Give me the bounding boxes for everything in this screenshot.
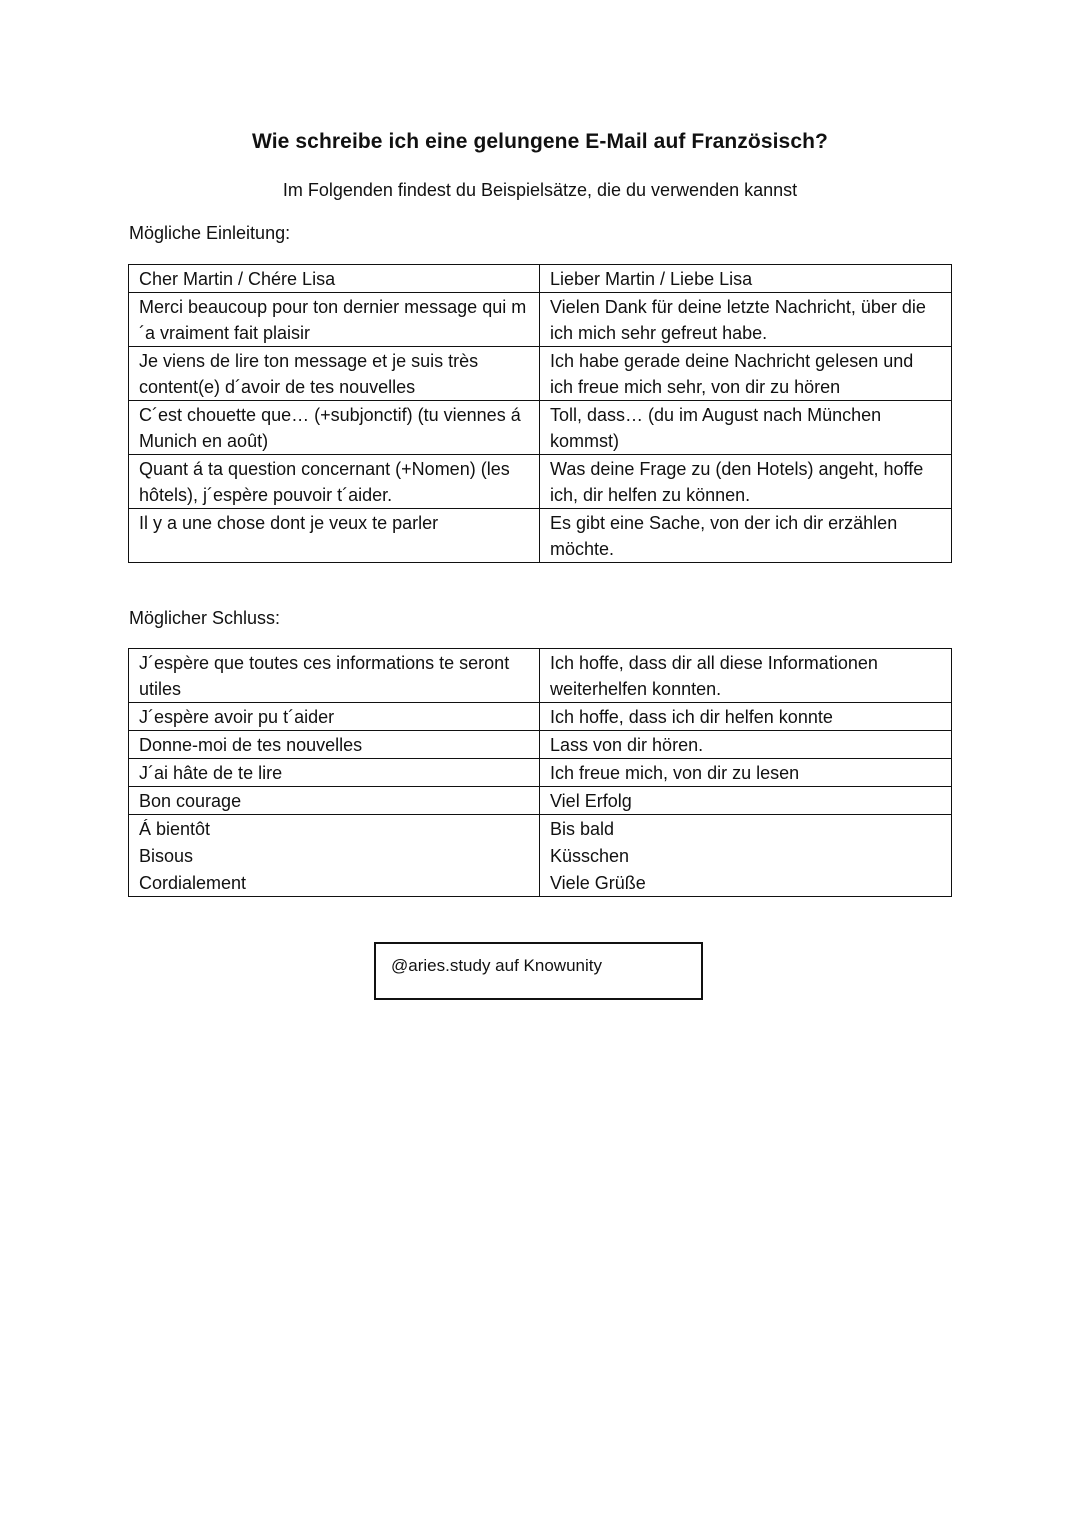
table-row (129, 703, 952, 731)
french-phrase-cell: J´espère avoir pu t´aider (129, 703, 540, 731)
french-phrase-cell: Bon courage (129, 787, 540, 815)
german-phrase-cell: Toll, dass… (du im August nach München kommst) (540, 401, 952, 455)
table-row (129, 759, 952, 787)
german-phrase-cell: Viel Erfolg (540, 787, 952, 815)
french-phrase-cell: Donne-moi de tes nouvelles (129, 731, 540, 759)
french-phrase-cell: J´ai hâte de te lire (129, 759, 540, 787)
german-phrase-cell: Bis bald (540, 815, 952, 843)
french-phrase-cell: Á bientôt (129, 815, 540, 843)
german-phrase-cell: Es gibt eine Sache, von der ich dir erzählen möchte. (540, 509, 952, 563)
french-phrase-cell: Cordialement (129, 869, 540, 897)
table-row (129, 787, 952, 815)
intro-section-label: Mögliche Einleitung: (129, 223, 291, 243)
german-phrase-cell: Ich freue mich, von dir zu lesen (540, 759, 952, 787)
german-phrase-cell: Vielen Dank für deine letzte Nachricht, über die ich mich sehr gefreut habe. (540, 293, 952, 347)
author-credit-text: @aries.study auf Knowunity (391, 956, 602, 975)
german-phrase-cell: Was deine Frage zu (den Hotels) angeht, hoffe ich, dir helfen zu können. (540, 455, 952, 509)
french-phrase-cell: Merci beaucoup pour ton dernier message qui m´a vraiment fait plaisir (129, 293, 540, 347)
table-row (129, 815, 952, 843)
intro-phrase-table (128, 264, 952, 563)
table-row (129, 455, 952, 509)
german-phrase-cell: Lieber Martin / Liebe Lisa (540, 265, 952, 293)
french-phrase-cell: Bisous (129, 842, 540, 869)
author-credit-box (374, 942, 703, 1000)
french-phrase-cell: Je viens de lire ton message et je suis très content(e) d´avoir de tes nouvelles (129, 347, 540, 401)
page-title: Wie schreibe ich eine gelungene E-Mail auf Französisch? (252, 130, 828, 153)
table-row (129, 869, 952, 897)
german-phrase-cell: Lass von dir hören. (540, 731, 952, 759)
table-row (129, 509, 952, 563)
german-phrase-cell: Viele Grüße (540, 869, 952, 897)
french-phrase-cell: Il y a une chose dont je veux te parler (129, 509, 540, 563)
table-row (129, 649, 952, 703)
german-phrase-cell: Küsschen (540, 842, 952, 869)
german-phrase-cell: Ich hoffe, dass ich dir helfen konnte (540, 703, 952, 731)
french-phrase-cell: C´est chouette que… (+subjonctif) (tu viennes á Munich en août) (129, 401, 540, 455)
outro-phrase-table (128, 648, 952, 897)
french-phrase-cell: Cher Martin / Chére Lisa (129, 265, 540, 293)
page-subtitle: Im Folgenden findest du Beispielsätze, die du verwenden kannst (282, 180, 798, 200)
table-row (129, 842, 952, 869)
table-row (129, 293, 952, 347)
table-row (129, 731, 952, 759)
french-phrase-cell: J´espère que toutes ces informations te seront utiles (129, 649, 540, 703)
table-row (129, 265, 952, 293)
table-row (129, 347, 952, 401)
german-phrase-cell: Ich hoffe, dass dir all diese Informationen weiterhelfen konnten. (540, 649, 952, 703)
french-phrase-cell: Quant á ta question concernant (+Nomen) (les hôtels), j´espère pouvoir t´aider. (129, 455, 540, 509)
outro-section-label: Möglicher Schluss: (129, 608, 281, 628)
german-phrase-cell: Ich habe gerade deine Nachricht gelesen und ich freue mich sehr, von dir zu hören (540, 347, 952, 401)
table-row (129, 401, 952, 455)
